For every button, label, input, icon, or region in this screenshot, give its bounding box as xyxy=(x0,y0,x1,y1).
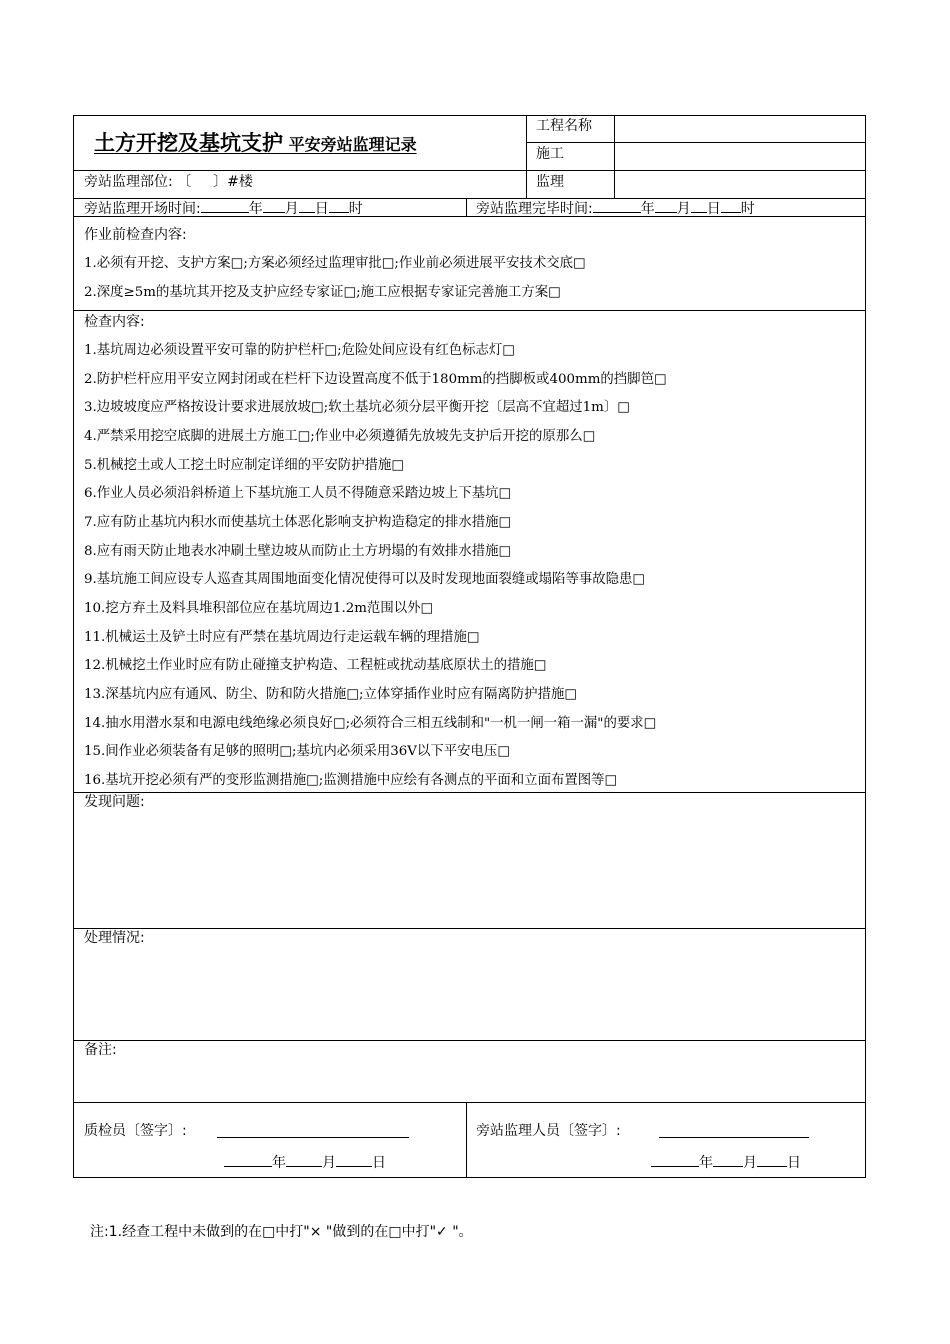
supervision-record-form xyxy=(73,115,866,1178)
check-heading: 检查内容: xyxy=(84,314,145,330)
remarks-area[interactable] xyxy=(76,1060,864,1100)
start-time-field[interactable]: 旁站监理开场时间: 年 月 日 时 xyxy=(84,198,363,218)
pre-check-item[interactable]: 2.深度≥5m的基坑其开挖及支护应经专家证□;施工应根据专家证完善施工方案□ xyxy=(84,285,561,300)
handling-label: 处理情况: xyxy=(84,930,145,946)
check-item[interactable]: 9.基坑施工间应设专人巡查其周围地面变化情况使得可以及时发现地面裂缝或塌陷等事故隐患□ xyxy=(84,572,646,587)
construction-value[interactable] xyxy=(624,145,854,163)
pre-check-item[interactable]: 1.必须有开挖、支护方案□;方案必须经过监理审批□;作业前必须进展平安技术交底□ xyxy=(84,256,586,271)
check-item[interactable]: 12.机械挖土作业时应有防止碰撞支护构造、工程桩或扰动基底原状土的措施□ xyxy=(84,658,547,673)
check-item[interactable]: 4.严禁采用挖空底脚的进展土方施工□;作业中必须遵循先放坡先支护后开挖的原那么□ xyxy=(84,429,596,444)
supervisor-date[interactable]: 年 月 日 xyxy=(651,1152,801,1172)
problems-label: 发现问题: xyxy=(84,794,145,810)
supervisor-label: 旁站监理人员〔签字〕: xyxy=(476,1123,621,1139)
form-title: 土方开挖及基坑支护 平安旁站监理记录 xyxy=(94,130,417,155)
project-name-label: 工程名称 xyxy=(536,118,592,134)
check-item[interactable]: 15.间作业必须装备有足够的照明□;基坑内必须采用36V以下平安电压□ xyxy=(84,744,510,759)
end-time-field[interactable]: 旁站监理完毕时间: 年 月 日 时 xyxy=(476,198,755,218)
location-field[interactable]: 旁站监理部位: 〔 〕#楼 xyxy=(84,174,253,190)
check-item[interactable]: 5.机械挖土或人工挖土时应制定详细的平安防护措施□ xyxy=(84,458,405,473)
inspector-label: 质检员〔签字〕: xyxy=(84,1123,187,1139)
check-item[interactable]: 13.深基坑内应有通风、防尘、防和防火措施□;立体穿插作业时应有隔离防护措施□ xyxy=(84,687,577,702)
check-item[interactable]: 11.机械运土及铲土时应有严禁在基坑周边行走运载车辆的理措施□ xyxy=(84,630,480,645)
project-name-value[interactable] xyxy=(624,117,854,135)
check-item[interactable]: 8.应有雨天防止地表水冲刷土壁边坡从而防止土方坍塌的有效排水措施□ xyxy=(84,544,512,559)
pre-check-heading: 作业前检查内容: xyxy=(84,227,187,243)
check-item[interactable]: 3.边坡坡度应严格按设计要求进展放坡□;软土基坑必须分层平衡开挖〔层高不宜超过1m〕□ xyxy=(84,400,630,415)
check-item[interactable]: 6.作业人员必须沿斜桥道上下基坑施工人员不得随意采踏边坡上下基坑□ xyxy=(84,486,512,501)
handling-area[interactable] xyxy=(76,948,864,1036)
inspector-signature-line[interactable] xyxy=(217,1137,409,1138)
check-item[interactable]: 16.基坑开挖必须有严的变形监测措施□;监测措施中应绘有各测点的平面和立面布置图等□ xyxy=(84,773,618,788)
supervision-value[interactable] xyxy=(624,173,854,191)
check-item[interactable]: 2.防护栏杆应用平安立网封闭或在栏杆下边设置高度不低于180mm的挡脚板或400mm的挡脚笆□ xyxy=(84,372,667,387)
check-item[interactable]: 7.应有防止基坑内积水而使基坑土体恶化影响支护构造稳定的排水措施□ xyxy=(84,515,512,530)
remarks-label: 备注: xyxy=(84,1042,117,1058)
check-item[interactable]: 10.挖方弃土及料具堆积部位应在基坑周边1.2m范围以外□ xyxy=(84,601,434,616)
footnote: 注:1.经查工程中未做到的在□中打"× "做到的在□中打"✓ "。 xyxy=(90,1224,473,1240)
check-item[interactable]: 14.抽水用潜水泵和电源电线绝缘必须良好□;必须符合三相五线制和"一机一闸一箱一漏"的要求□ xyxy=(84,716,657,731)
check-item[interactable]: 1.基坑周边必须设置平安可靠的防护栏杆□;危险处间应设有红色标志灯□ xyxy=(84,343,515,358)
supervisor-signature-line[interactable] xyxy=(659,1137,809,1138)
supervision-label: 监理 xyxy=(536,174,564,190)
problems-area[interactable] xyxy=(76,812,864,926)
construction-label: 施工 xyxy=(536,146,564,162)
inspector-date[interactable]: 年 月 日 xyxy=(224,1152,386,1172)
